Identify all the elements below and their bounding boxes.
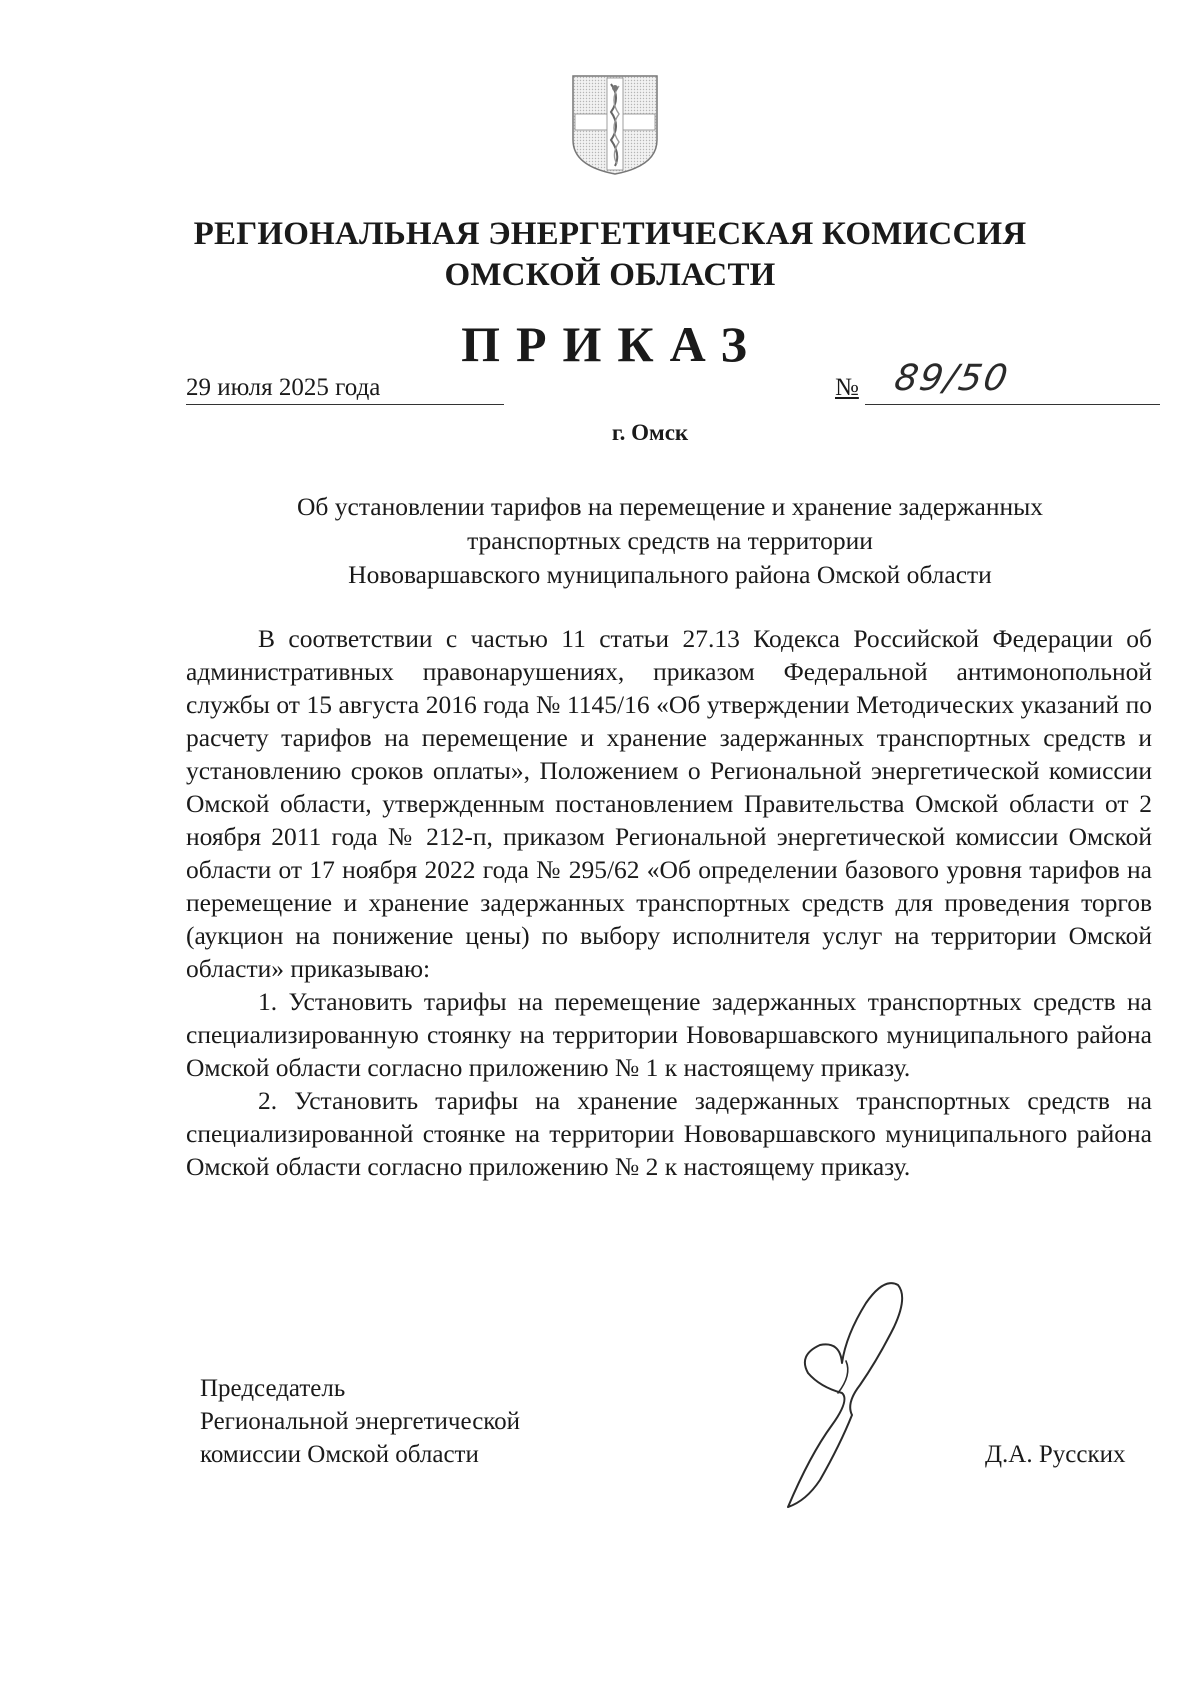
order-item-1: 1. Установить тарифы на перемещение задержанных транспортных средств на специализированную стоянку на территории Нововаршавского муниципального района Омской области согласно приложению № 1 к настоящему приказу. xyxy=(186,987,1152,1082)
subject-line2: транспортных средств на территории xyxy=(467,526,873,555)
city-name: г. Омск xyxy=(611,420,689,445)
order-number-label: № xyxy=(835,374,859,401)
signer-title xyxy=(200,1372,520,1471)
subject-line3: Нововаршавского муниципального района Омской области xyxy=(348,560,992,589)
order-body xyxy=(186,622,1152,1183)
organization-name-line1: РЕГИОНАЛЬНАЯ ЭНЕРГЕТИЧЕСКАЯ КОМИССИЯ xyxy=(193,216,1027,252)
order-item-2: 2. Установить тарифы на хранение задержанных транспортных средств на специализированной стоянке на территории Нововаршавского муниципального района Омской области согласно приложению № 2 к настоящему приказу. xyxy=(186,1086,1152,1181)
preamble-paragraph: В соответствии с частью 11 статьи 27.13 Кодекса Российской Федерации об административных правонарушениях, приказом Федеральной антимонопольной службы от 15 августа 2016 года № 1145/16 «Об утверждении Методических указаний по расчету тарифов на перемещение и хранение задержанных транспортных средств и установлению сроков оплаты», Положением о Региональной энергетической комиссии Омской области, утвержденным постановлением Правительства Омской области от 2 ноября 2011 года № 212-п, приказом Региональной энергетической комиссии Омской области от 17 ноября 2022 года № 295/62 «Об определении базового уровня тарифов на перемещение и хранение задержанных транспортных средств для проведения торгов (аукцион на понижение цены) по выбору исполнителя услуг на территории Омской области» приказываю: xyxy=(186,624,1152,983)
signer-name: Д.А. Русских xyxy=(985,1441,1126,1468)
order-subject xyxy=(180,490,1160,592)
coat-of-arms-emblem xyxy=(567,70,663,178)
signer-title-line2: Региональной энергетической xyxy=(200,1408,521,1435)
handwritten-signature xyxy=(780,1275,920,1515)
order-date: 29 июля 2025 года xyxy=(186,372,504,405)
document-type-title: ПРИКАЗ xyxy=(461,316,763,372)
signer-title-line1: Председатель xyxy=(200,1375,346,1402)
order-number-handwritten: 89/50 xyxy=(891,358,1013,399)
signer-title-line3: комиссии Омской области xyxy=(200,1441,479,1468)
subject-line1: Об установлении тарифов на перемещение и хранение задержанных xyxy=(296,492,1044,521)
organization-name-line2: ОМСКОЙ ОБЛАСТИ xyxy=(444,257,776,293)
